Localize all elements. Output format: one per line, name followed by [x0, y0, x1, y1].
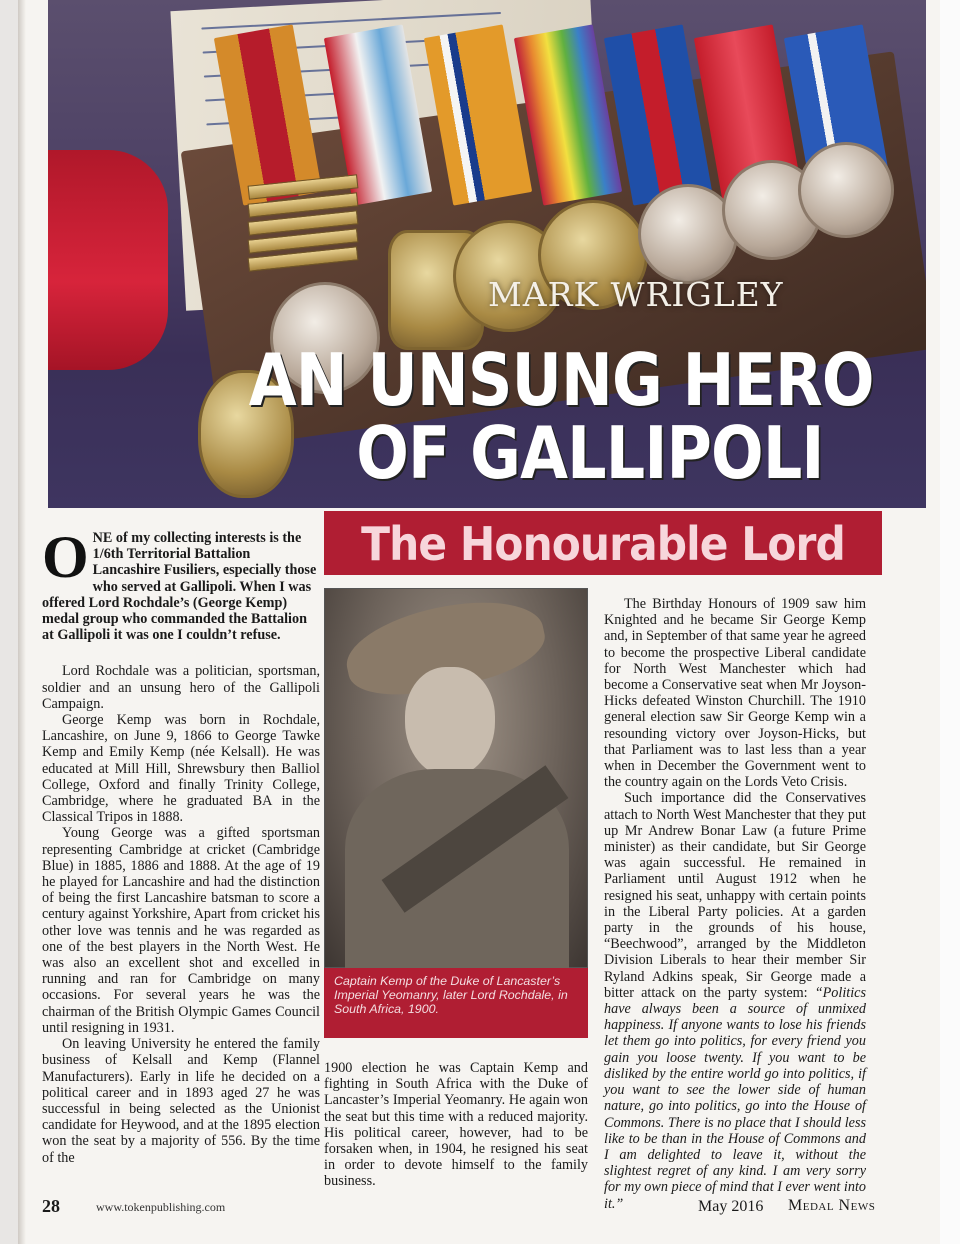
intro-text: NE of my collecting interests is the 1/6th Territorial Battalion Lancashire Fusiliers, especially those who served at Gallipoli. When I was offered Lord Rochdale’s (George Kemp) medal group who commanded the Battalion at Gallipoli it was one I couldn’t refuse.: [42, 530, 317, 644]
portrait-face: [405, 667, 495, 777]
column-2: [324, 1060, 588, 1190]
publisher-url: www.tokenpublishing.com: [96, 1200, 226, 1214]
body-paragraph: The Birthday Honours of 1909 saw him Knighted and he became Sir George Kemp and, in September of that same year he agreed to become the prospective Liberal candidate for North West Manchester which had become a Conservative seat when Mr Joyson-Hicks defeated Winston Churchill. The 1910 general election saw Sir George Kemp win a resounding victory over Joyson-Hicks, but that Parliament was to last less than a year when in December the Government went to the country again on the Lords Veto Crisis.: [604, 596, 866, 791]
page-number: 28: [42, 1196, 60, 1216]
paragraph-text: Such importance did the Conservatives attach to North West Manchester that they put up Mr Andrew Bonar Law (a future Prime minister) as their candidate, but Sir George was again successful. He remained in Parliament until August 1912 when he resigned his seat, unhappy with certain points in the Liberal Party policies. At a garden party in the grounds of his house, “Beechwood”, arranged by the Middleton Division Liberals to hear their member Sir Ryland Adkins speak, Sir George made a bitter attack on the party system:: [604, 790, 866, 1001]
page-edge: [18, 0, 26, 1244]
quote-text: “Politics have always been a source of unmixed happiness. If anyone wants to lose his friends let them go into politics, for every friend you gain you loose twenty. If you want to be disliked by the entire world go into politics, if you want to see the lower side of human nature, go into politics, go into the House of Commons. There is no place that I should less like to be than in the House of Commons and I am delighted to leave it, without the slightest regret of any kind. I am very sorry for my own piece of mind that I ever went into it.”: [604, 984, 866, 1212]
subhead-title: The Honourable Lord: [361, 517, 845, 571]
headline-line-2: OF GALLIPOLI: [356, 411, 824, 496]
medal-disc: [798, 142, 894, 238]
issue-date: May 2016: [698, 1198, 764, 1215]
hero-image: [48, 0, 926, 508]
scan-margin: [940, 0, 960, 1244]
photo-caption: Captain Kemp of the Duke of Lancaster’s Imperial Yeomanry, later Lord Rochdale, in South Africa, 1900.: [334, 974, 568, 1016]
intro-paragraph: [42, 524, 320, 644]
author-byline: MARK WRIGLEY: [488, 275, 784, 314]
body-paragraph: Lord Rochdale was a politician, sportsman, soldier and an unsung hero of the Gallipoli Campaign.: [42, 663, 320, 712]
column-3: [604, 596, 866, 1212]
red-ribbon: [48, 150, 168, 370]
body-paragraph: On leaving University he entered the family business of Kelsall and Kemp (Flannel Manufacturers). Early in life he decided on a political career and in 1893 aged 27 he was successful in being selected as the Unionist candidate for Heywood, and at the 1895 election won the seat by a majority of 556. By the time of the: [42, 1036, 320, 1166]
headline-line-1: AN UNSUNG HERO: [249, 338, 874, 422]
body-paragraph: Young George was a gifted sportsman representing Cambridge at cricket (Cambridge Blue) in 1885, 1886 and 1888. At the age of 19 he played for Lancashire and had the distinction of being the first Lancashire batsman to score a century against Yorkshire, Apart from cricket his other love was tennis and he was regarded as one of the best players in the North West. He was also an excellent shot and excelled in running and ran for Cambridge on many occasions. For several years he was the chairman of the British Olympic Games Council until resigning in 1931.: [42, 825, 320, 1036]
body-paragraph: George Kemp was born in Rochdale, Lancashire, on June 9, 1866 to George Tawke Kemp and Emily Kemp (née Kelsall). He was educated at Mill Hill, Shrewsbury then Balliol College, Oxford and finally Trinity College, Cambridge, where he graduated BA in the Classical Tripos in 1888.: [42, 712, 320, 826]
subhead-banner: [324, 511, 882, 575]
column-1: [42, 524, 320, 1166]
article-headline: [147, 338, 874, 496]
portrait-photo: [324, 588, 588, 968]
body-paragraph: [604, 790, 866, 1211]
drop-cap: O: [42, 524, 89, 590]
photo-caption-box: [324, 968, 588, 1038]
body-paragraph: 1900 election he was Captain Kemp and fighting in South Africa with the Duke of Lancaster’s Imperial Yeomanry. He again won the seat but this time with a reduced majority. His political career, however, had to be forsaken when, in 1904, he resigned his seat in order to devote himself to the family business.: [324, 1060, 588, 1190]
magazine-page: [18, 0, 940, 1244]
magazine-name: Medal News: [788, 1197, 876, 1214]
